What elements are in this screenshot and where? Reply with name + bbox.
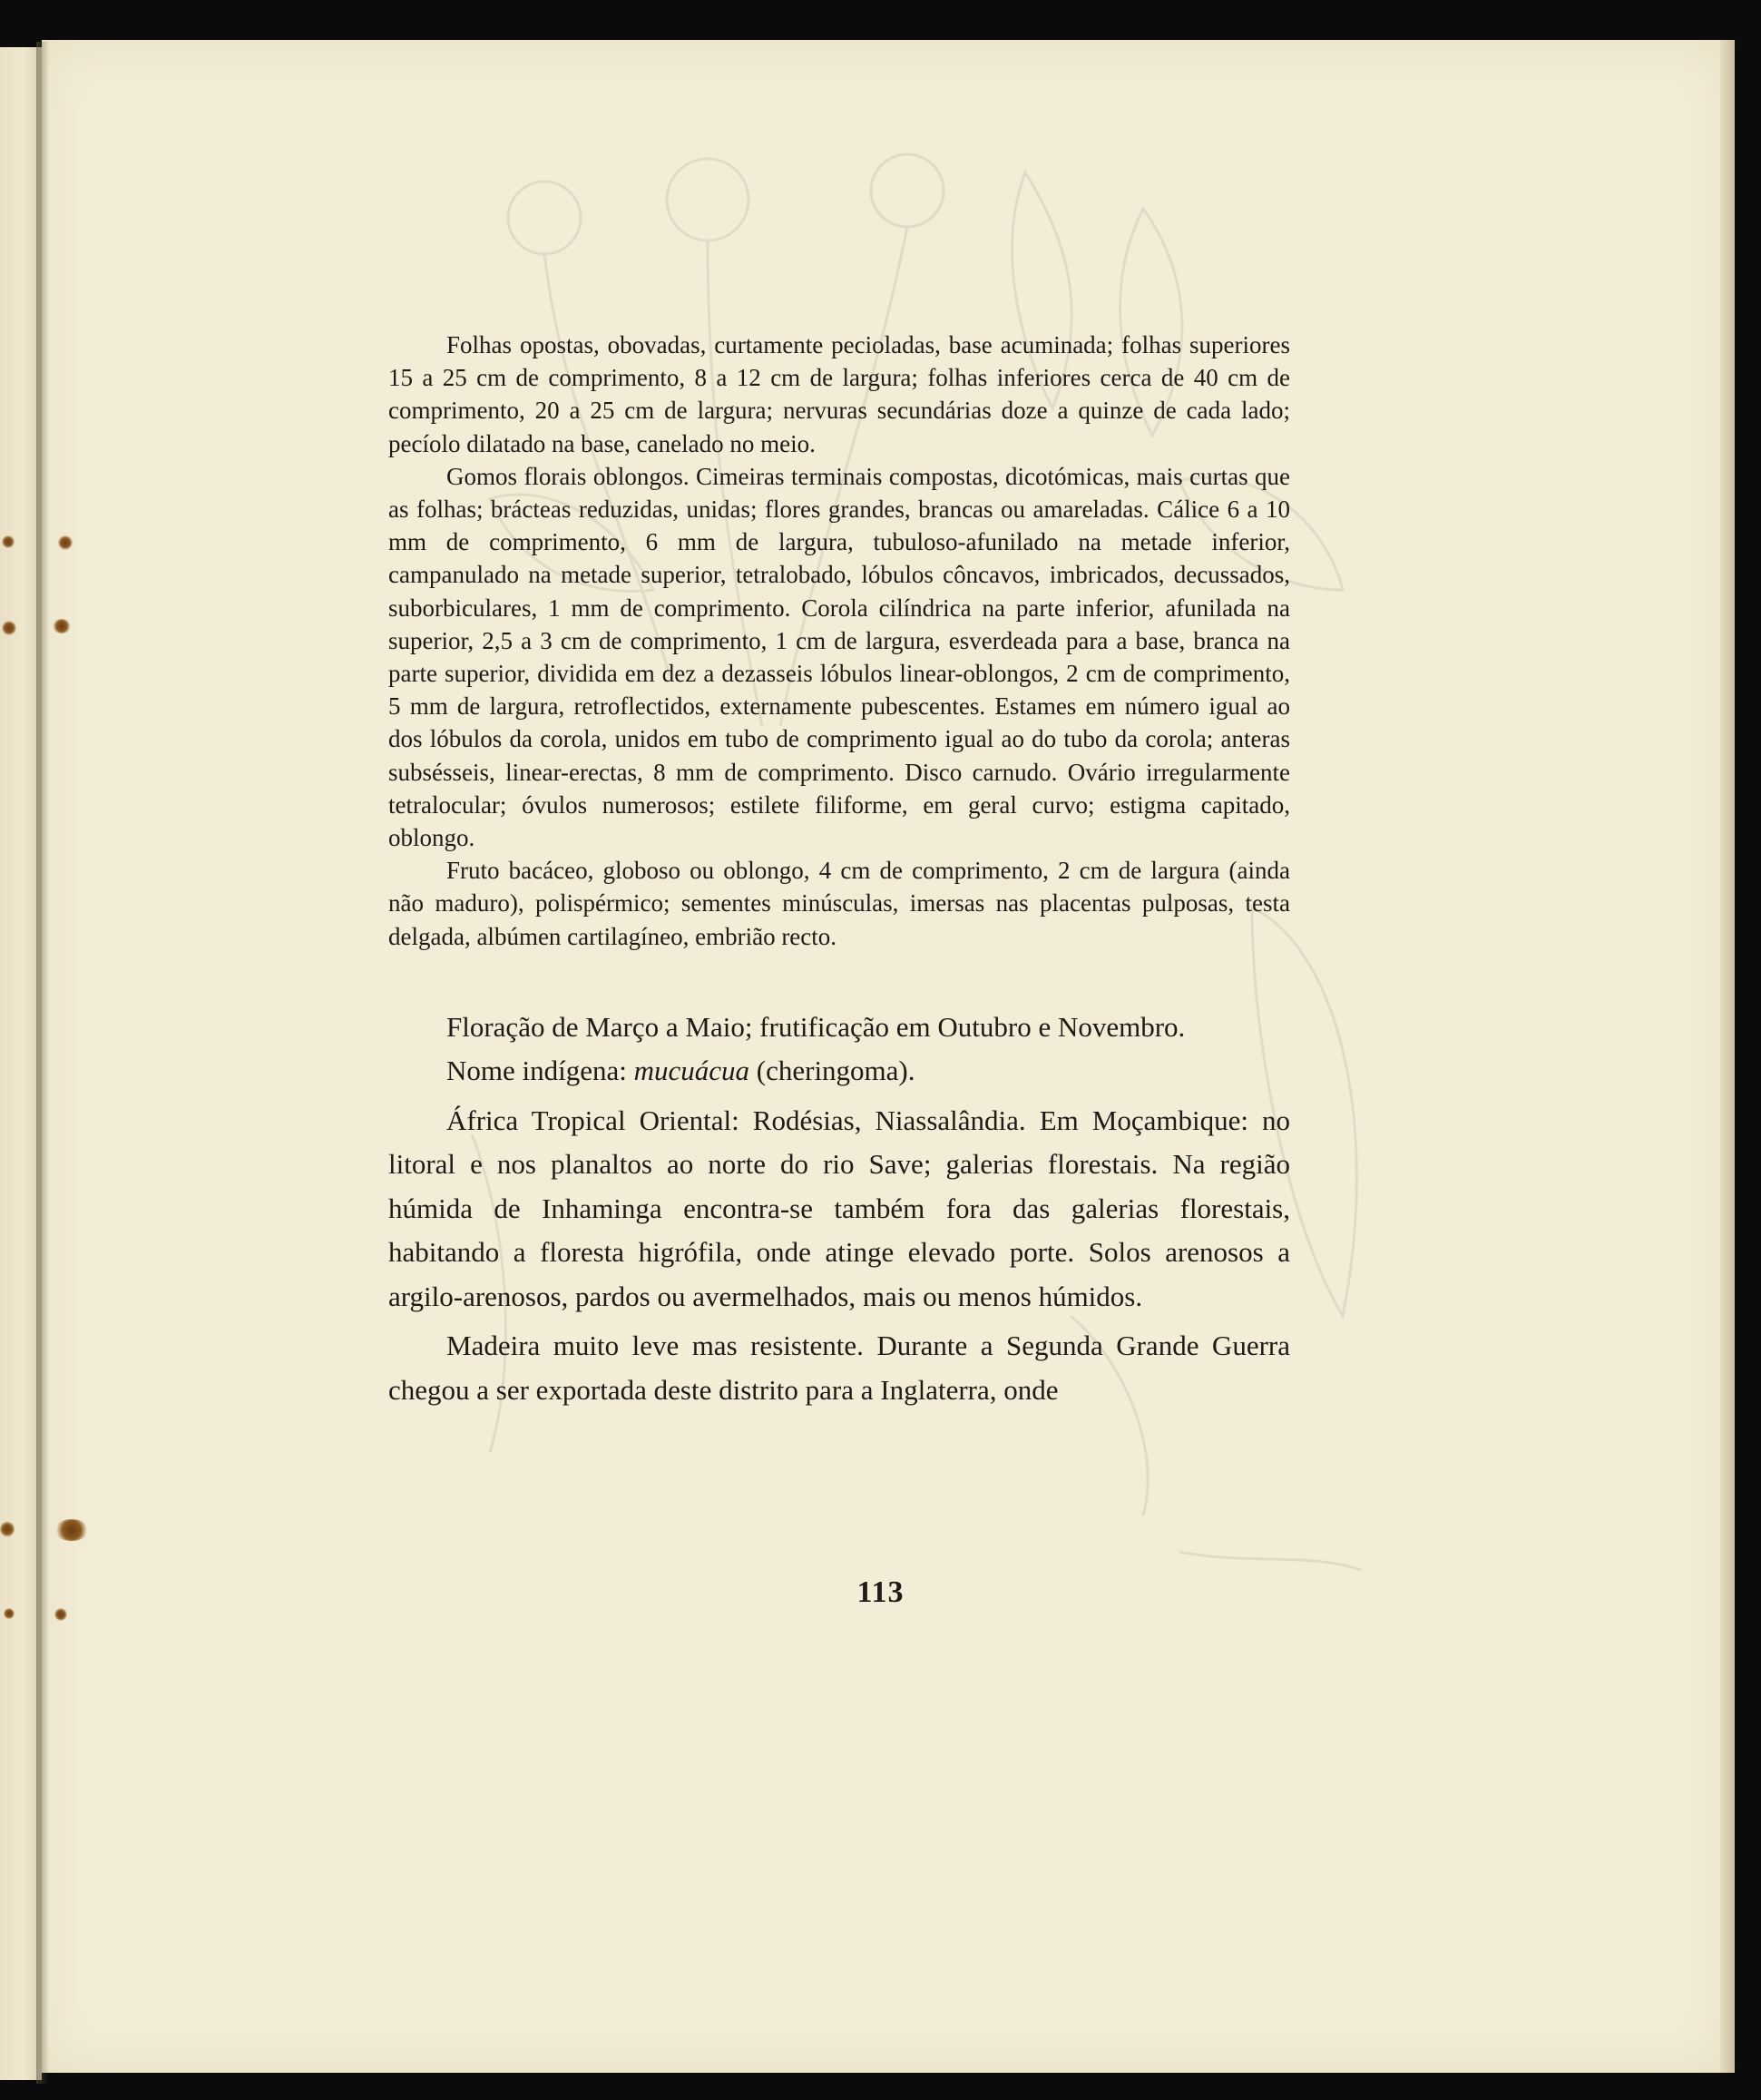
leaves-description: Folhas opostas, obovadas, curtamente pecioladas, base acuminada; folhas superiores 15 a 25 cm de comprimento, 8 a 12 cm de largura; folhas inferiores cerca de 40 cm de comprimento, 20 a 25 cm de largura; nervuras secundárias doze a quinze de cada lado; pecíolo dilatado na base, canelado no meio. [388,331,1290,457]
flowering-period: Floração de Março a Maio; frutificação em Outubro e Novembro. [446,1010,1186,1043]
foxing-spot [2,535,15,548]
fruit-description: Fruto bacáceo, globoso ou oblongo, 4 cm de comprimento, 2 cm de largura (ainda não maduro), polispérmico; sementes minúsculas, imersas nas placentas pulposas, testa delgada, albúmen cartilagíneo, embrião recto. [388,857,1290,950]
vernacular-prefix: Nome indígena: [446,1055,634,1087]
vernacular-suffix: (cheringoma). [749,1055,915,1087]
spine-shadow [36,42,49,2084]
page-body [388,329,1290,1412]
foxing-spot [58,535,73,550]
vernacular-name [388,1049,1290,1094]
foxing-spot [2,621,16,635]
foxing-spot [54,1608,67,1621]
flowers-description: Gomos florais oblongos. Cimeiras terminais compostas, dicotómicas, mais curtas que as folhas; brácteas reduzidas, unidas; flores grandes, brancas ou amareladas. Cálice 6 a 10 mm de comprimento, 6 mm de largura, tubuloso-afunilado na metade inferior, campanulado na metade superior, tetralobado, lóbulos côncavos, imbricados, decussados, suborbiculares, 1 mm de comprimento. Corola cilíndrica na parte inferior, afunilada na superior, 2,5 a 3 cm de comprimento, 1 cm de largura, esverdeada para a base, branca na parte superior, dividida em dez a dezasseis lóbulos linear-oblongos, 2 cm de comprimento, 5 mm de largura, retroflectidos, externamente pubescentes. Estames em número igual ao dos lóbulos da corola, unidos em tubo de comprimento igual ao do tubo da corola; anteras subsésseis, linear-erectas, 8 mm de comprimento. Disco carnudo. Ovário irregularmente tetralocular; óvulos numerosos; estilete filiforme, em geral curvo; estigma capitado, oblongo. [388,462,1290,852]
wood-paragraph: Madeira muito leve mas resistente. Durante a Segunda Grande Guerra chegou a ser exportada deste distrito para a Inglaterra, onde [388,1330,1290,1406]
distribution-paragraph: África Tropical Oriental: Rodésias, Niassalândia. Em Moçambique: no litoral e nos planaltos ao norte do rio Save; galerias florestais. Na região húmida de Inhaminga encontra-se também fora das galerias florestais, habitando a floresta higrófila, onde atinge elevado porte. Solos arenosos a argilo-arenosos, pardos ou avermelhados, mais ou menos húmidos. [388,1104,1290,1312]
ecology-section [388,1006,1290,1413]
vernacular-term: mucuácua [633,1055,750,1087]
page-number: 113 [856,1575,905,1609]
foxing-spot [0,1521,15,1537]
foxing-spot [53,619,71,633]
page-edge [1720,40,1735,2073]
foxing-spot [54,1519,89,1541]
